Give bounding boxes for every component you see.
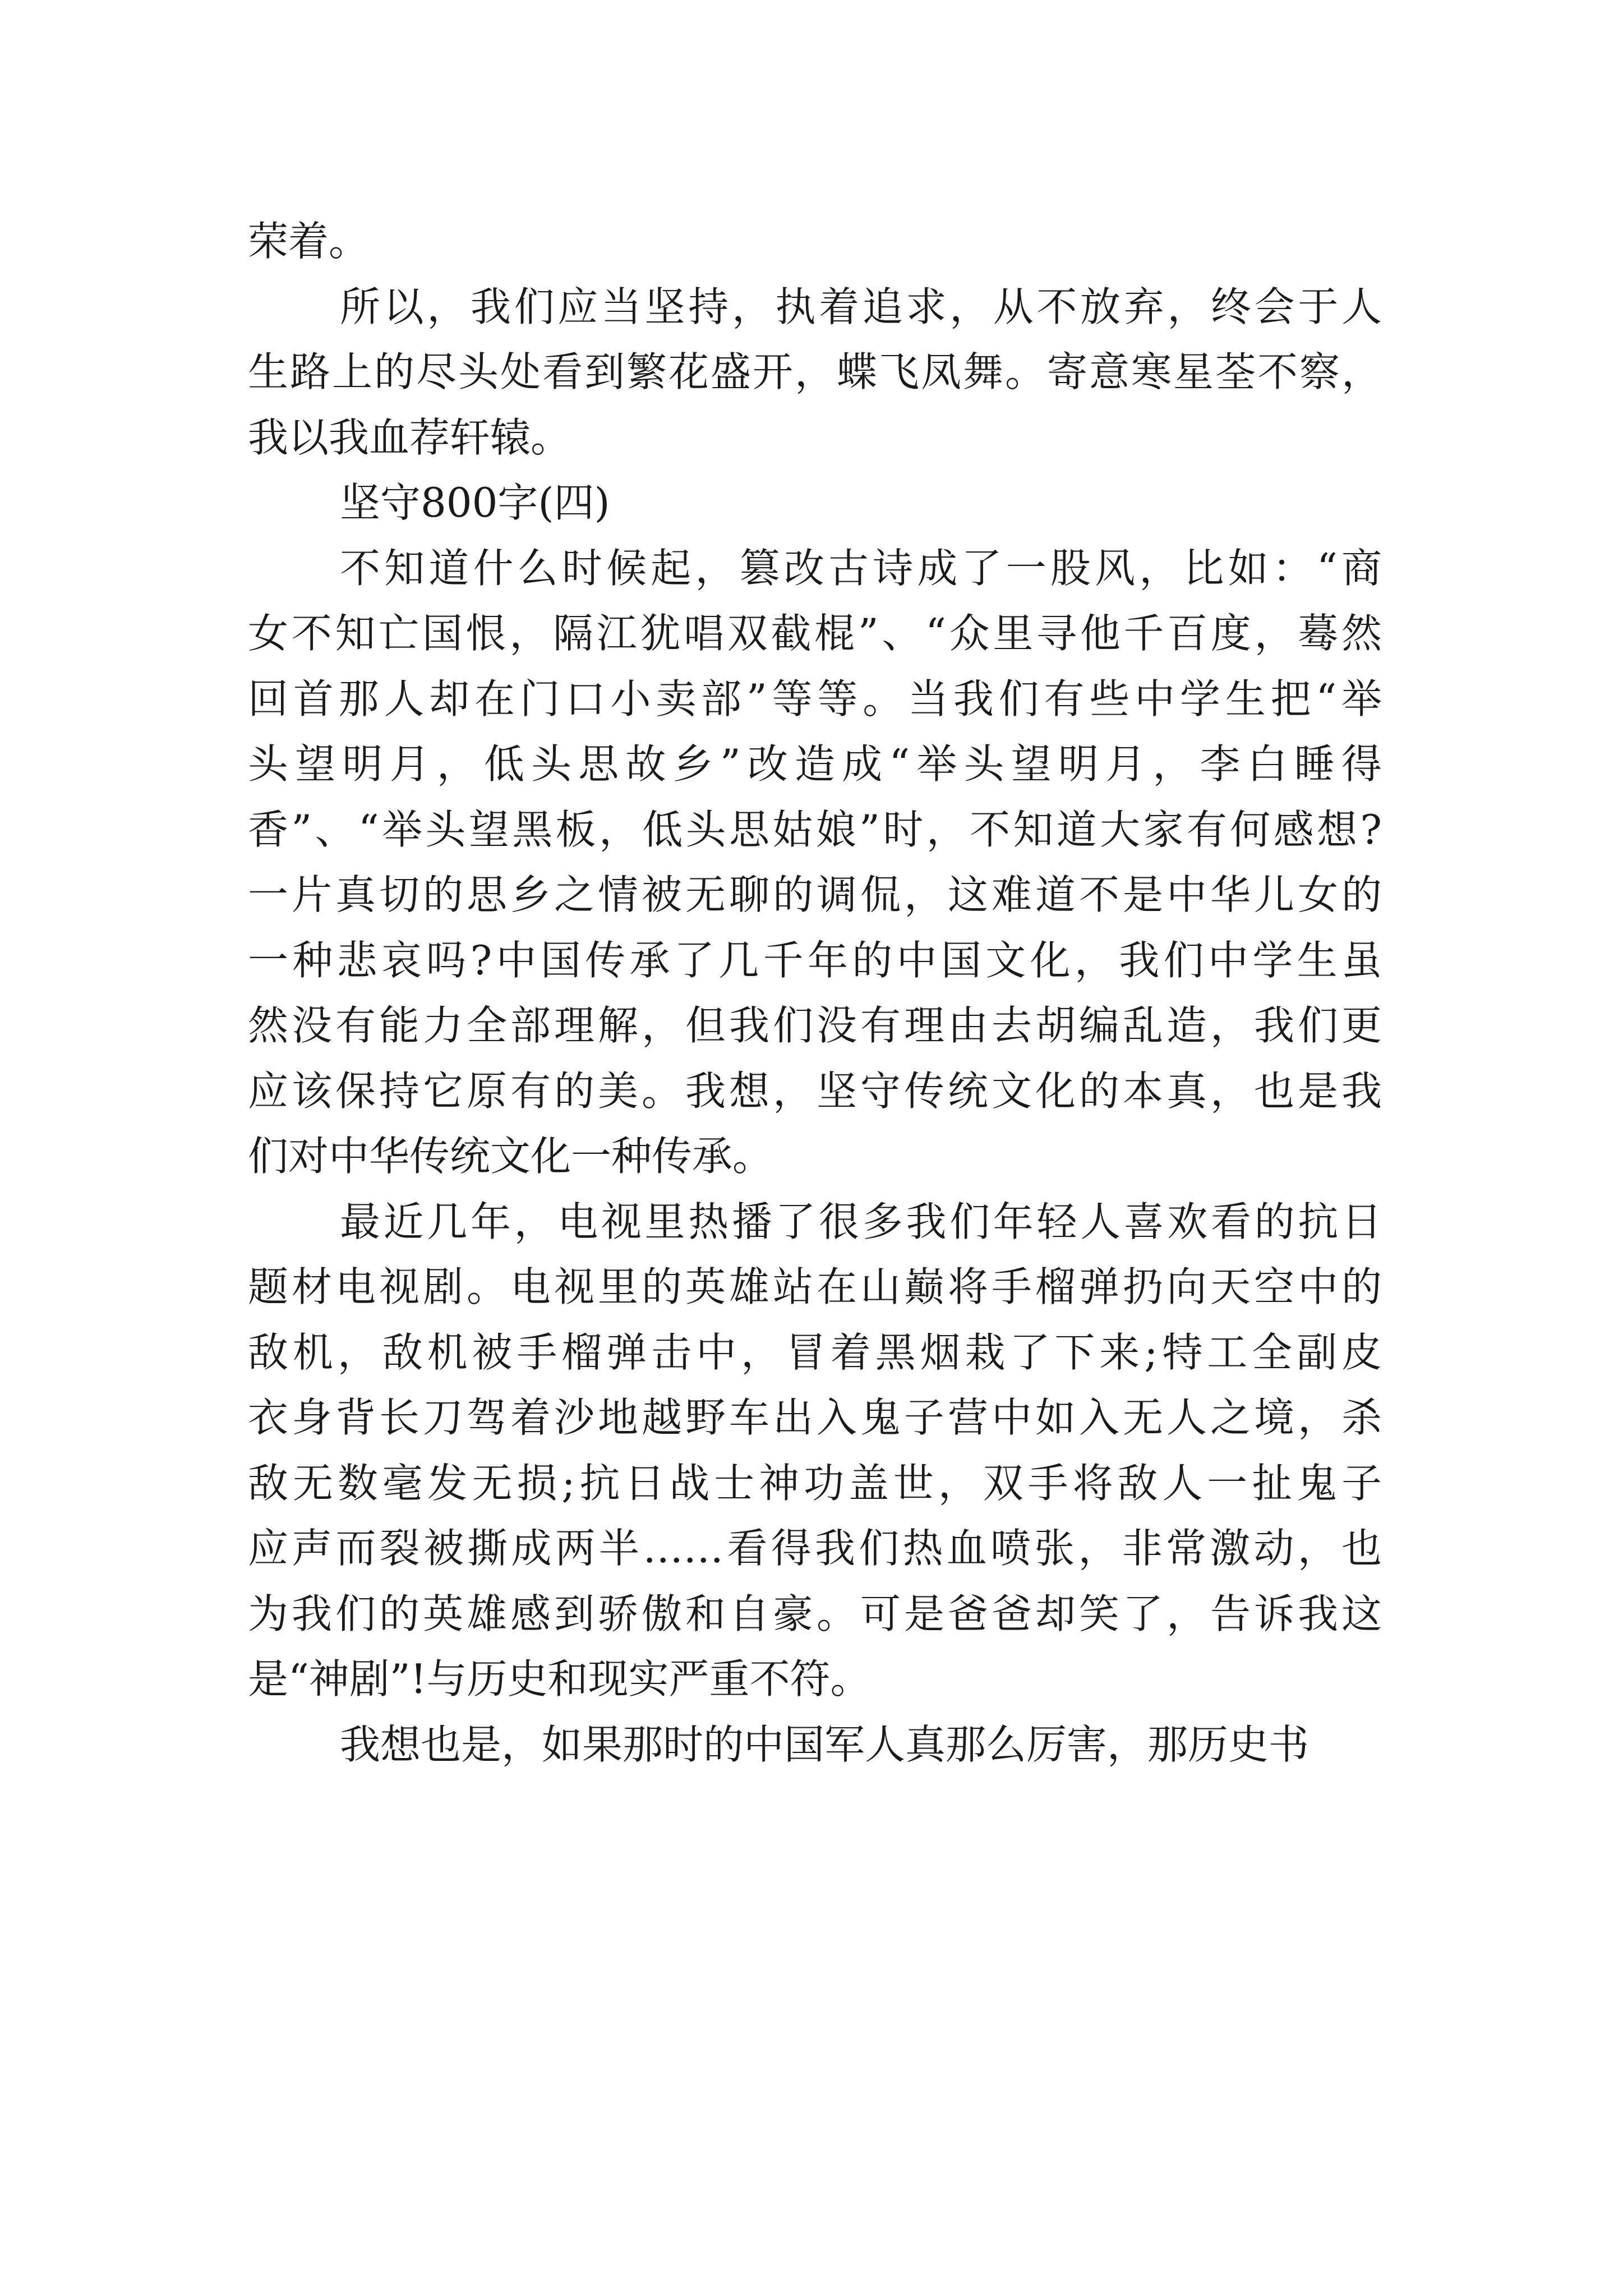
- text-line: 最近几年，电视里热播了很多我们年轻人喜欢看的抗日: [340, 1198, 1382, 1245]
- text-line: 敌机，敌机被手榴弹击中，冒着黑烟栽了下来;特工全副皮: [248, 1328, 1382, 1376]
- text-line: 头望明月，低头思故乡”改造成“举头望明月，李白睡得: [248, 740, 1382, 788]
- text-line: 然没有能力全部理解，但我们没有理由去胡编乱造，我们更: [248, 1002, 1382, 1049]
- text-line: 应声而裂被撕成两半……看得我们热血喷张，非常激动，也: [248, 1525, 1382, 1572]
- text-line: 不知道什么时候起，篡改古诗成了一股风，比如：“商: [340, 544, 1382, 592]
- text-line: 女不知亡国恨，隔江犹唱双截棍”、“众里寻他千百度，蓦然: [248, 610, 1382, 657]
- section-heading: [248, 470, 1382, 536]
- text-line: 荣着。: [248, 218, 370, 265]
- text-line: 衣身背长刀驾着沙地越野车出入鬼子营中如入无人之境，杀: [248, 1394, 1382, 1441]
- paragraph: [248, 209, 1382, 274]
- text-line: 我以我血荐轩辕。: [248, 413, 571, 461]
- text-line: 坚守800字(四): [340, 479, 610, 526]
- paragraph: [248, 274, 1382, 471]
- text-line: 们对中华传统文化一种传承。: [248, 1133, 773, 1180]
- paragraph: [248, 1712, 1382, 1778]
- text-line: 敌无数毫发无损;抗日战士神功盖世，双手将敌人一扯鬼子: [248, 1459, 1382, 1507]
- text-line: 为我们的英雄感到骄傲和自豪。可是爸爸却笑了，告诉我这: [248, 1590, 1382, 1637]
- text-line: 一片真切的思乡之情被无聊的调侃，这难道不是中华儿女的: [248, 871, 1382, 918]
- text-line: 香”、“举头望黑板，低头思姑娘”时，不知道大家有何感想?: [248, 806, 1382, 853]
- text-line: 一种悲哀吗?中国传承了几千年的中国文化，我们中学生虽: [248, 936, 1382, 984]
- text-line: 应该保持它原有的美。我想，坚守传统文化的本真，也是我: [248, 1067, 1382, 1115]
- document-body: [248, 209, 1382, 1777]
- text-line: 是“神剧”!与历史和现实严重不符。: [248, 1655, 871, 1703]
- text-line: 回首那人却在门口小卖部”等等。当我们有些中学生把“举: [248, 675, 1382, 723]
- paragraph: [248, 536, 1382, 1189]
- text-line: 生路上的尽头处看到繁花盛开，蝶飞凤舞。寄意寒星荃不察，: [248, 348, 1382, 395]
- text-line: 所以，我们应当坚持，执着追求，从不放弃，终会于人: [340, 283, 1382, 330]
- paragraph: [248, 1189, 1382, 1712]
- text-line: 题材电视剧。电视里的英雄站在山巅将手榴弹扔向天空中的: [248, 1263, 1382, 1310]
- text-line: 我想也是，如果那时的中国军人真那么厉害，那历史书: [340, 1720, 1310, 1768]
